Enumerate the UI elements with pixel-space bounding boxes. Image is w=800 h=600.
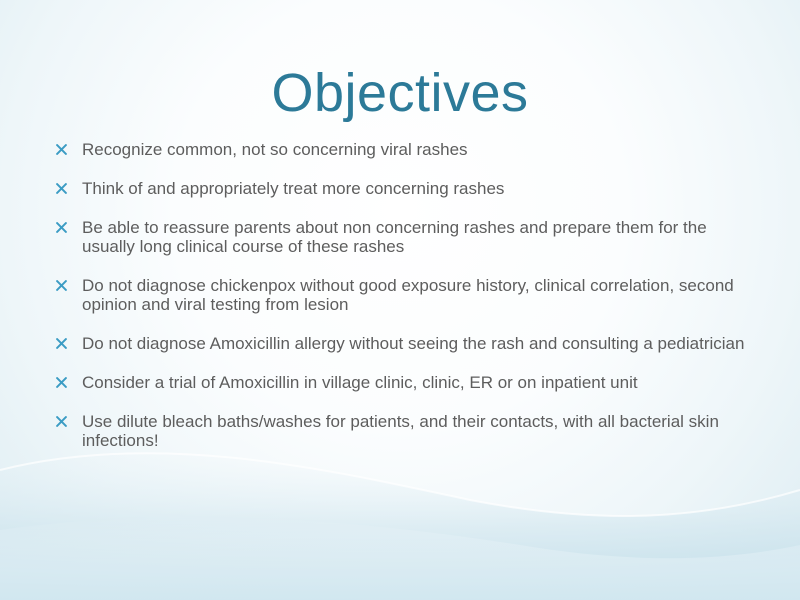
x-mark-icon [54, 179, 68, 198]
x-mark-icon [54, 334, 68, 353]
objectives-list [54, 140, 764, 470]
list-item [54, 412, 764, 450]
x-mark-icon [54, 276, 68, 295]
x-mark-icon [54, 140, 68, 159]
slide-title: Objectives [271, 63, 529, 123]
x-mark-icon [54, 373, 68, 392]
list-item-text: Think of and appropriately treat more concerning rashes [82, 179, 505, 198]
list-item [54, 373, 764, 392]
list-item-text: Use dilute bleach baths/washes for patients, and their contacts, with all bacterial skin infections! [82, 412, 719, 450]
list-item [54, 140, 764, 159]
list-item-text: Do not diagnose Amoxicillin allergy without seeing the rash and consulting a pediatrician [82, 334, 745, 353]
x-mark-icon [54, 218, 68, 237]
list-item [54, 218, 764, 256]
list-item-text: Consider a trial of Amoxicillin in village clinic, clinic, ER or on inpatient unit [82, 373, 638, 392]
list-item [54, 276, 764, 314]
x-mark-icon [54, 412, 68, 431]
list-item [54, 179, 764, 198]
list-item-text: Do not diagnose chickenpox without good exposure history, clinical correlation, second opinion and viral testing from lesion [82, 276, 734, 314]
list-item [54, 334, 764, 353]
list-item-text: Recognize common, not so concerning viral rashes [82, 140, 468, 159]
list-item-text: Be able to reassure parents about non concerning rashes and prepare them for the usually long clinical course of these rashes [82, 218, 707, 256]
